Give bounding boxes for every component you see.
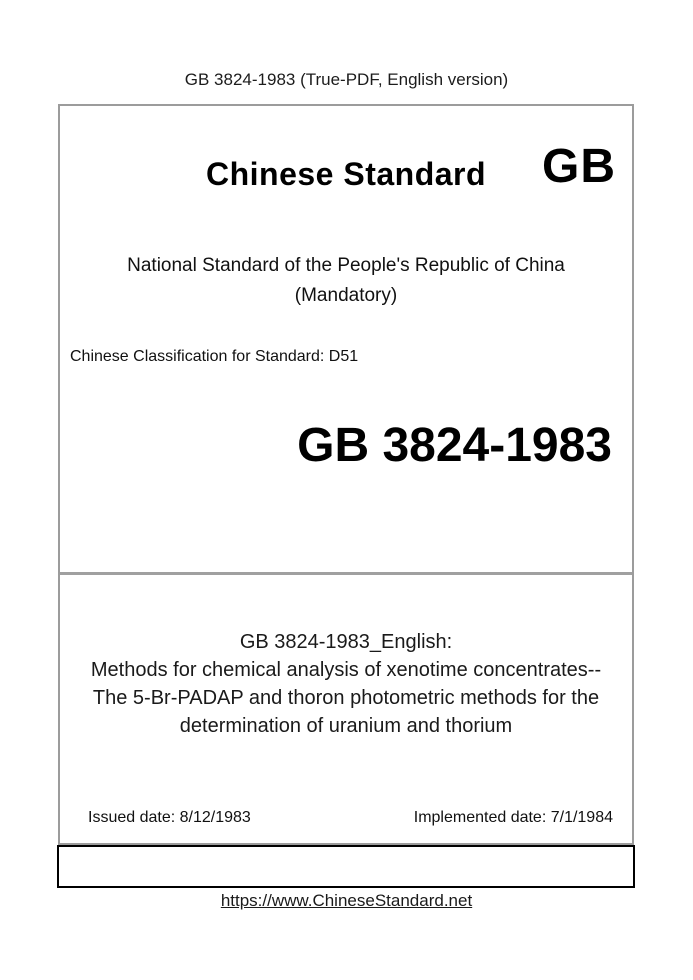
- cover-upper-section: [60, 106, 632, 575]
- implemented-date: Implemented date: 7/1/1984: [413, 809, 613, 826]
- cover-lower-section: [60, 575, 632, 841]
- issued-date: Issued date: 8/12/1983: [88, 809, 251, 826]
- classification-label: Chinese Classification for Standard: D51: [70, 348, 359, 365]
- english-title: [60, 628, 632, 740]
- english-title-line4: determination of uranium and thorium: [179, 715, 513, 737]
- english-title-line2: Methods for chemical analysis of xenotime concentrates--: [90, 659, 602, 681]
- barcode-placeholder-box: [57, 845, 635, 888]
- standard-code: GB 3824-1983: [297, 419, 612, 472]
- site-link[interactable]: https://www.ChineseStandard.net: [220, 891, 473, 910]
- english-title-line3: The 5-Br-PADAP and thoron photometric methods for the: [92, 687, 600, 709]
- brand-title: Chinese Standard: [205, 156, 487, 192]
- mandatory-label: (Mandatory): [294, 285, 398, 306]
- cover-box: [58, 104, 634, 845]
- footer: [0, 891, 693, 911]
- document-header-title: GB 3824-1983 (True-PDF, English version): [184, 70, 509, 89]
- national-standard-subtitle: National Standard of the People's Republic of China: [127, 255, 565, 276]
- dates-row: [88, 809, 613, 827]
- english-title-line1: GB 3824-1983_English:: [239, 631, 453, 653]
- gb-logo: GB: [542, 140, 616, 193]
